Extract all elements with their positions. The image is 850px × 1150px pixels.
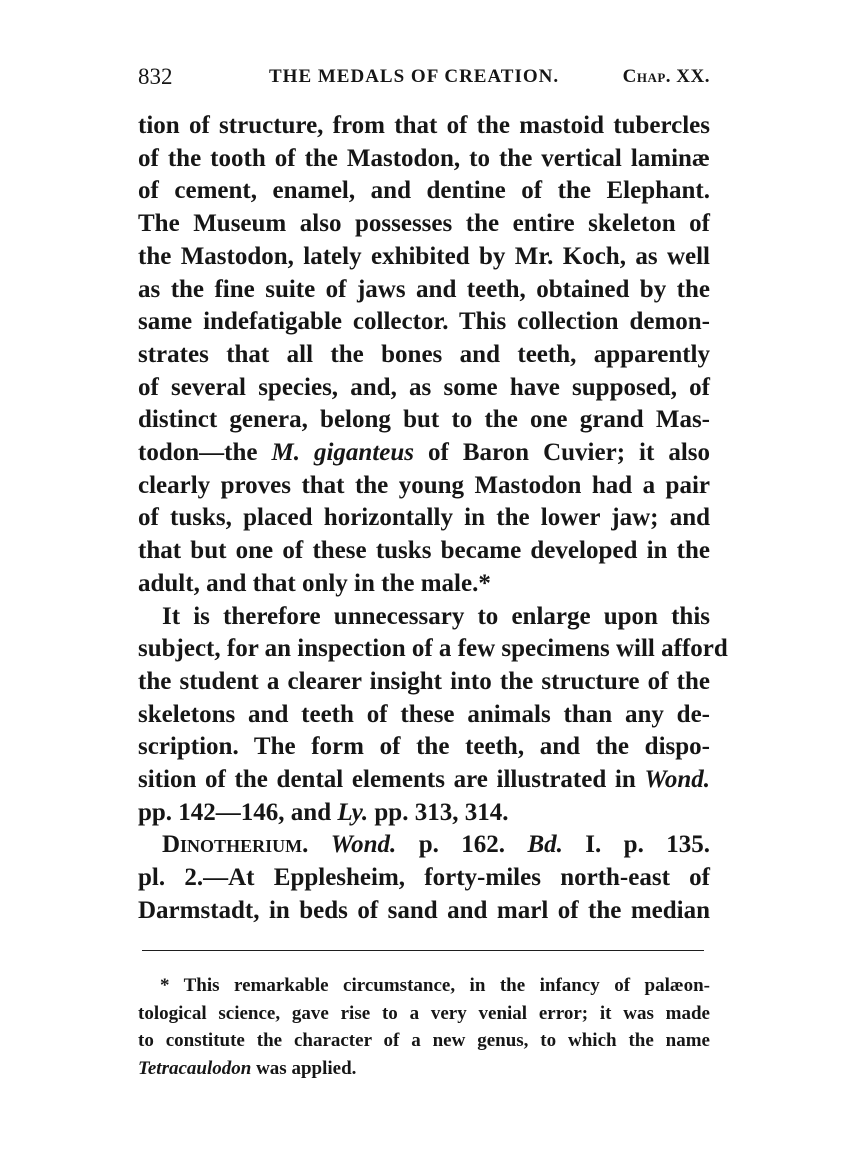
- text-line: Darmstadt, in beds of sand and marl of the median: [138, 896, 710, 924]
- text-line: adult, and that only in the male.*: [138, 569, 491, 597]
- text-line: skeletons and teeth of these animals than any de-: [138, 700, 710, 728]
- text-line: that but one of these tusks became developed in the: [138, 537, 710, 565]
- reference-abbrev: Bd.: [527, 831, 563, 859]
- book-page: [138, 0, 728, 1150]
- text-segment: pp. 142—146, and: [138, 798, 338, 826]
- text-line: [138, 437, 710, 470]
- text-segment: sition of the dental elements are illustrated in: [138, 766, 645, 794]
- text-line: the student a clearer insight into the structure of the: [138, 667, 710, 695]
- text-line: [138, 829, 710, 862]
- text-line: pl. 2.—At Epplesheim, forty-miles north-east of: [138, 864, 710, 892]
- text-line: strates that all the bones and teeth, apparently: [138, 340, 710, 368]
- running-head: [138, 60, 710, 92]
- text-line: of several species, and, as some have supposed, of: [138, 373, 710, 401]
- running-title: THE MEDALS OF CREATION.: [269, 66, 560, 87]
- body-text: [138, 110, 728, 928]
- text-segment: todon—the: [138, 439, 272, 467]
- footnote-line: * This remarkable circumstance, in the infancy of palæon-: [160, 975, 710, 996]
- text-line: tion of structure, from that of the mastoid tubercles: [138, 112, 710, 139]
- text-segment: p. 162.: [396, 831, 528, 859]
- page-number: 832: [138, 64, 173, 89]
- text-segment: I. p. 135.: [562, 831, 711, 859]
- text-line: same indefatigable collector. This collection demon-: [138, 308, 710, 336]
- species-name: M. giganteus: [271, 439, 415, 467]
- reference-abbrev: Wond.: [330, 831, 397, 859]
- footnote-divider: [142, 950, 704, 951]
- text-line: clearly proves that the young Mastodon had a pair: [138, 471, 710, 499]
- text-line: of the tooth of the Mastodon, to the vertical laminæ: [138, 144, 710, 172]
- genus-name: Tetracaulodon: [138, 1057, 252, 1079]
- chapter-label: Chap. XX.: [622, 66, 710, 87]
- text-line: as the fine suite of jaws and teeth, obtained by the: [138, 275, 710, 303]
- text-line: It is therefore unnecessary to enlarge upon this: [162, 602, 710, 630]
- footnote-line: [138, 1055, 710, 1083]
- section-heading: Dinotherium.: [162, 831, 309, 859]
- text-segment: was applied.: [251, 1057, 357, 1079]
- text-line: of cement, enamel, and dentine of the Elephant.: [138, 177, 710, 205]
- text-line: The Museum also possesses the entire skeleton of: [138, 210, 710, 238]
- text-line: of tusks, placed horizontally in the lower jaw; and: [138, 504, 710, 532]
- footnote: [138, 972, 710, 1082]
- footnote-line: to constitute the character of a new genus, to which the name: [138, 1030, 710, 1051]
- footnote-line: tological science, gave rise to a very venial error; it was made: [138, 1002, 710, 1024]
- reference-abbrev: Wond.: [644, 766, 710, 794]
- text-segment: pp. 313, 314.: [368, 798, 509, 826]
- reference-abbrev: Ly.: [337, 798, 369, 826]
- text-line: the Mastodon, lately exhibited by Mr. Koch, as well: [138, 242, 710, 270]
- text-line: [138, 764, 710, 797]
- text-line: [138, 797, 710, 830]
- text-line: subject, for an inspection of a few specimens will afford: [138, 635, 728, 663]
- text-segment: of Baron Cuvier; it also: [414, 439, 710, 467]
- text-line: distinct genera, belong but to the one grand Mas-: [138, 406, 710, 434]
- text-line: scription. The form of the teeth, and the dispo-: [138, 733, 710, 761]
